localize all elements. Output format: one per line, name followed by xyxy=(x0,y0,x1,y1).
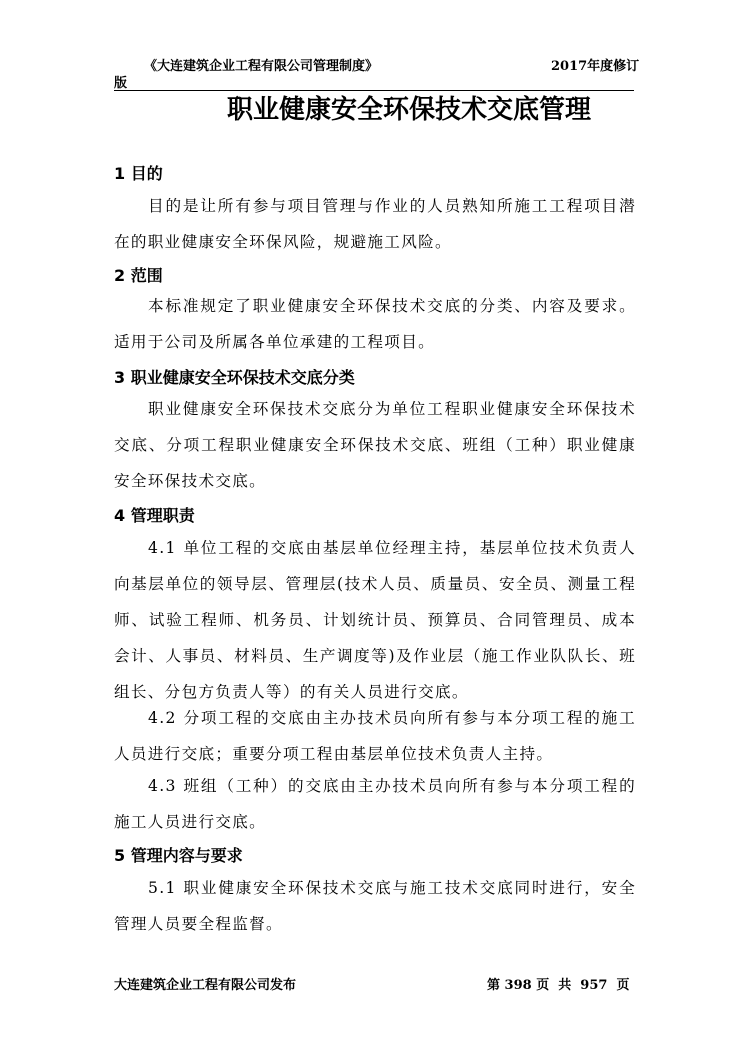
footer-page-number: 第 398 页 共 957 页 xyxy=(487,978,630,993)
header-revision-wrap: 版 xyxy=(114,76,128,91)
page-title: 职业健康安全环保技术交底管理 xyxy=(226,95,591,125)
section-1-heading: 1 目的 xyxy=(114,164,163,183)
footer-publisher: 大连建筑企业工程有限公司发布 xyxy=(114,978,297,993)
header-document-series: 《大连建筑企业工程有限公司管理制度》 xyxy=(144,59,379,74)
section-4-paragraph-4-3: 4.3 班组（工种）的交底由主办技术员向所有参与本分项工程的施工人员进行交底。 xyxy=(114,777,636,831)
section-3-paragraph: 职业健康安全环保技术交底分为单位工程职业健康安全环保技术交底、分项工程职业健康安全环保技术交底、班组（工种）职业健康安全环保技术交底。 xyxy=(114,400,636,490)
header-revision: 2017年度修订 xyxy=(551,59,640,74)
section-4-paragraph-4-2: 4.2 分项工程的交底由主办技术员向所有参与本分项工程的施工人员进行交底；重要分项工程由基层单位技术负责人主持。 xyxy=(114,709,636,763)
header-divider xyxy=(114,90,634,91)
section-2-heading: 2 范围 xyxy=(114,266,163,285)
section-1-paragraph: 目的是让所有参与项目管理与作业的人员熟知所施工工程项目潜在的职业健康安全环保风险，规避施工风险。 xyxy=(114,197,636,251)
section-3-heading: 3 职业健康安全环保技术交底分类 xyxy=(114,368,355,387)
section-5-paragraph-5-1: 5.1 职业健康安全环保技术交底与施工技术交底同时进行，安全管理人员要全程监督。 xyxy=(114,879,636,933)
section-2-paragraph: 本标准规定了职业健康安全环保技术交底的分类、内容及要求。适用于公司及所属各单位承建的工程项目。 xyxy=(114,297,636,351)
section-5-heading: 5 管理内容与要求 xyxy=(114,846,243,865)
section-4-heading: 4 管理职责 xyxy=(114,506,195,525)
section-4-paragraph-4-1: 4.1 单位工程的交底由基层单位经理主持，基层单位技术负责人向基层单位的领导层、管理层(技术人员、质量员、安全员、测量工程师、试验工程师、机务员、计划统计员、预算员、合同管理员、成本会计、人事员、材料员、生产调度等)及作业层（施工作业队队长、班组长、分包方负责人等）的有关人员进行交底。 xyxy=(114,539,636,701)
